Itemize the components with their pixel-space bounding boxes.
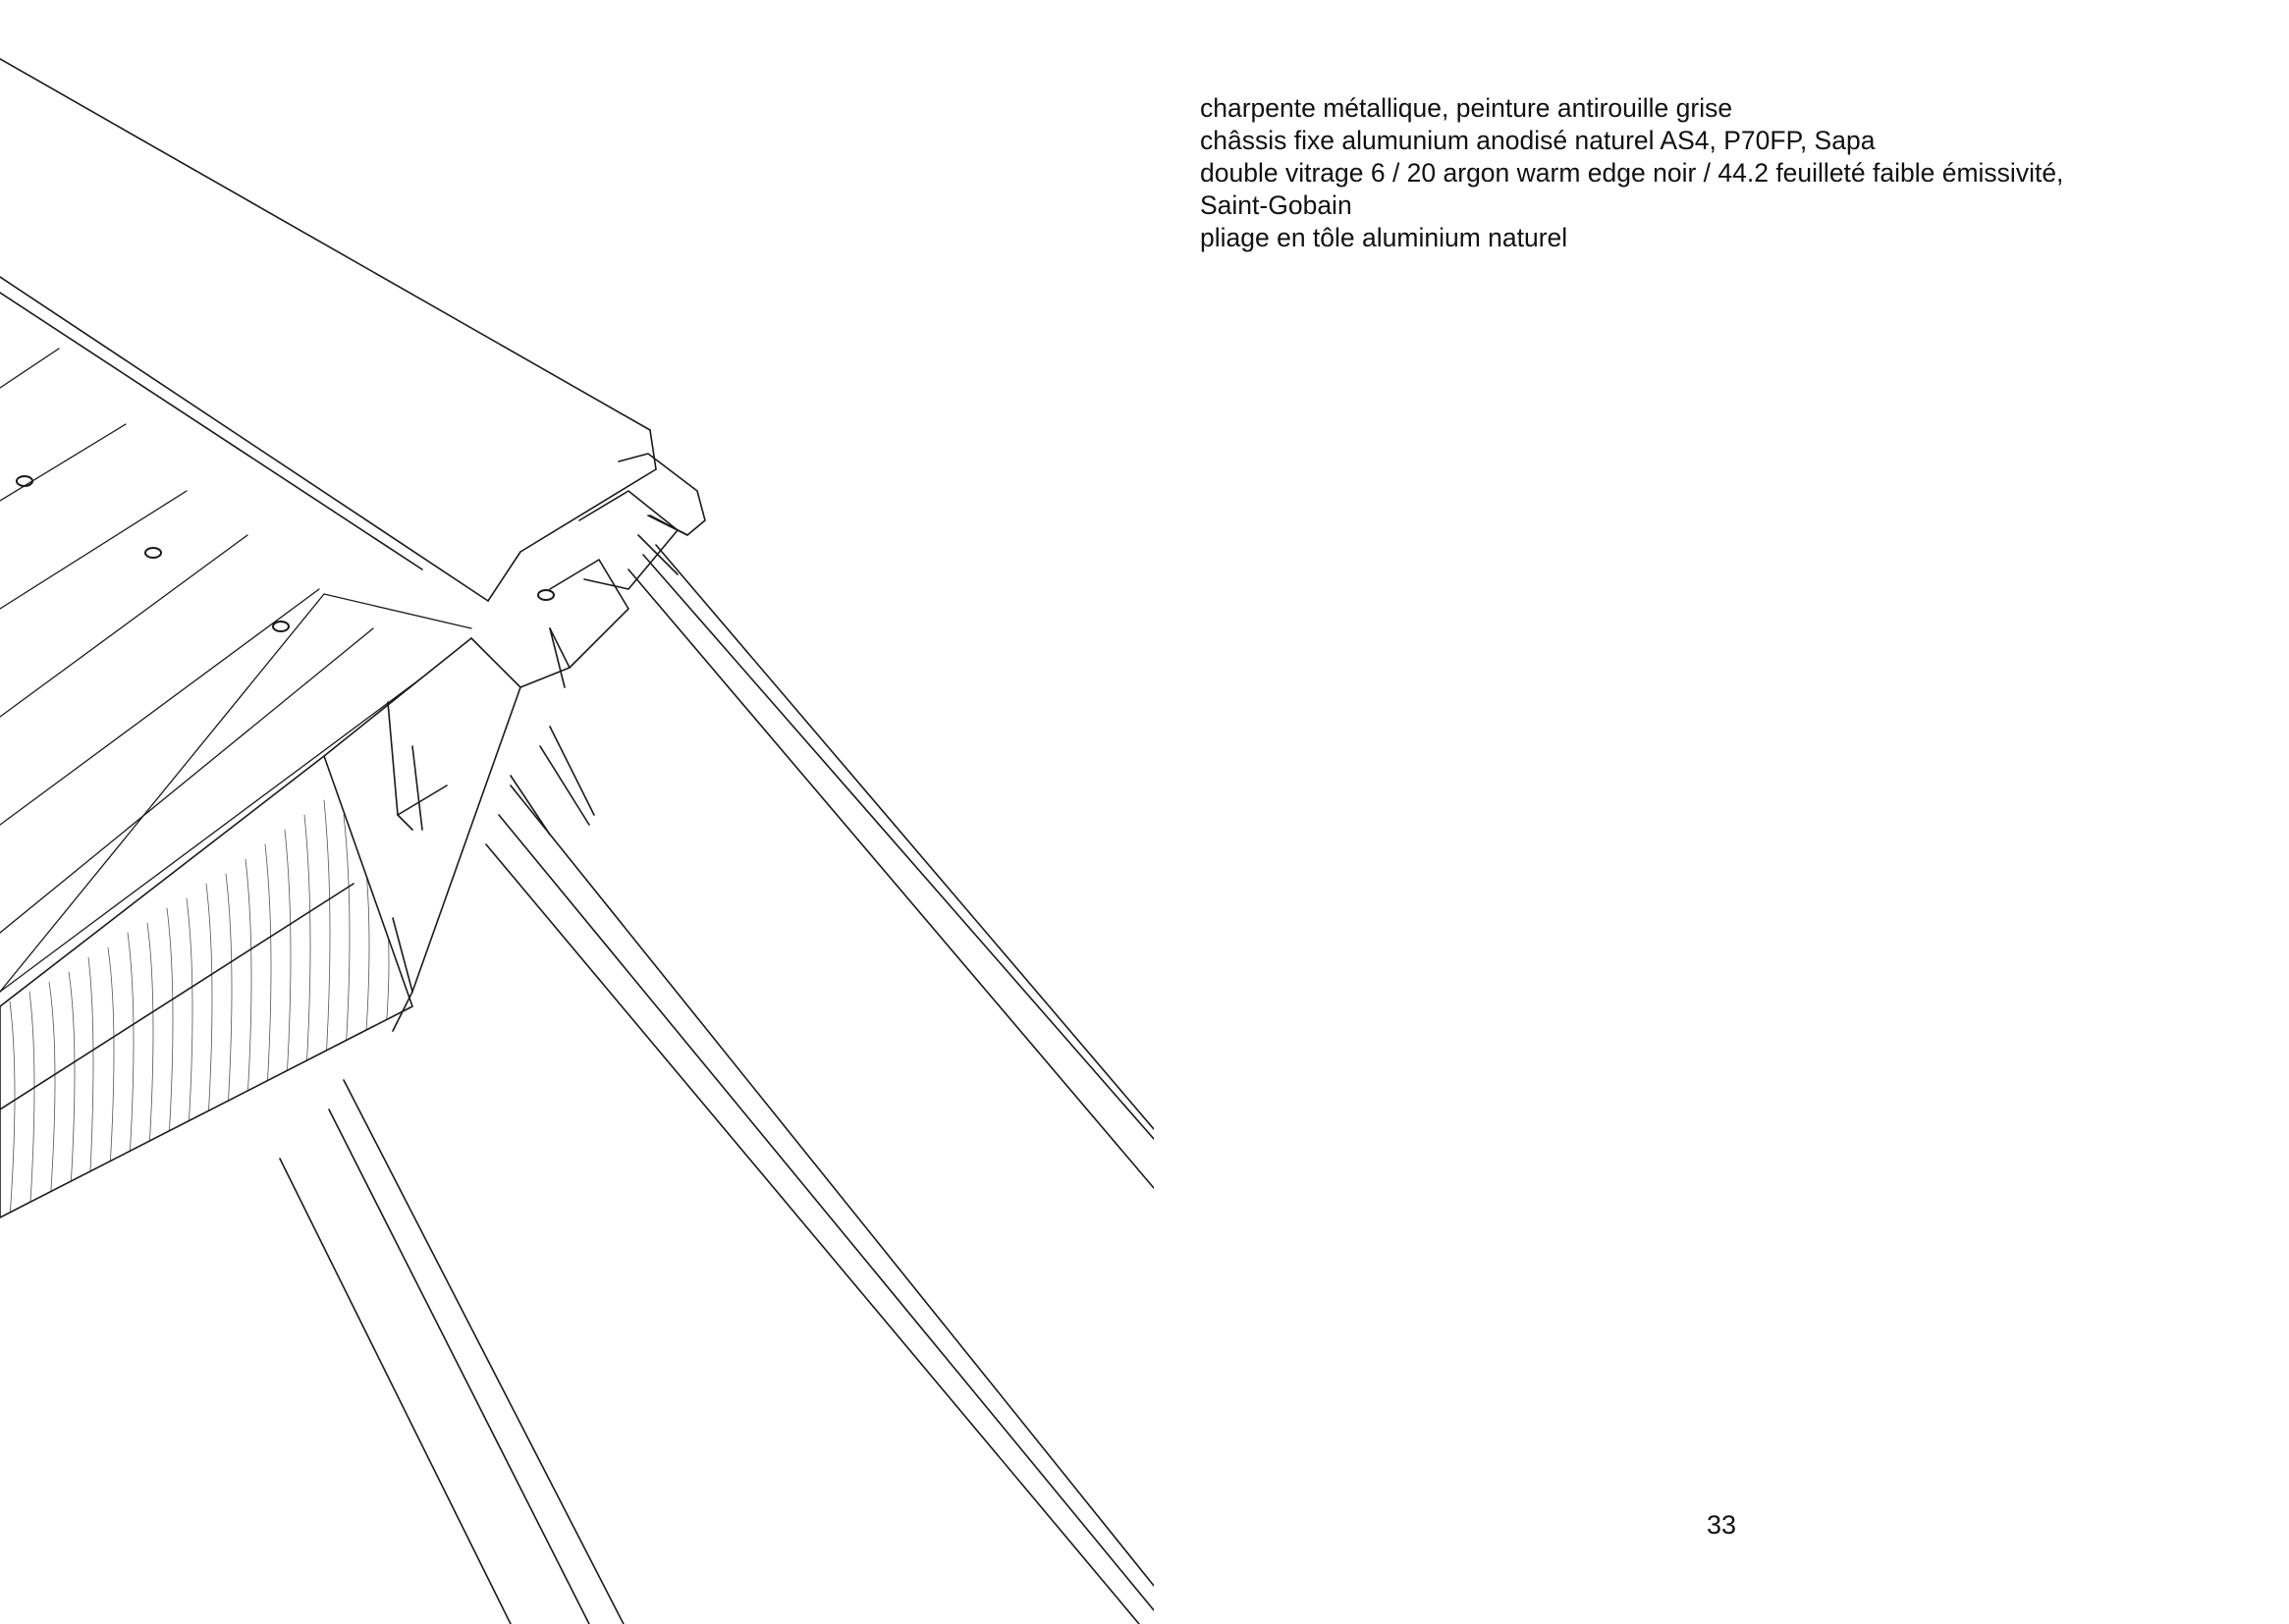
legend-line-glazing: double vitrage 6 / 20 argon warm edge noir / 44.2 feuilleté faible émissivité, [1200, 158, 2064, 188]
page-number: 33 [1707, 1510, 1737, 1540]
legend-line-steel-frame: charpente métallique, peinture antirouille grise [1200, 93, 1733, 123]
window-frame-head [511, 454, 705, 835]
steel-frame [324, 638, 520, 1031]
roof-deck-ribs [0, 349, 471, 992]
material-legend [1200, 92, 2182, 254]
roof-screws [17, 476, 554, 631]
legend-line-glazing-supplier: Saint-Gobain [1200, 190, 1352, 220]
legend-line-flashing: pliage en tôle aluminium naturel [1200, 223, 1568, 252]
coping-flashing [0, 59, 656, 601]
legend-line-window-frame: châssis fixe alumunium anodisé naturel AS4, P70FP, Sapa [1200, 126, 1876, 155]
glazing-lines [280, 545, 1154, 1624]
wood-cladding [0, 756, 412, 1218]
